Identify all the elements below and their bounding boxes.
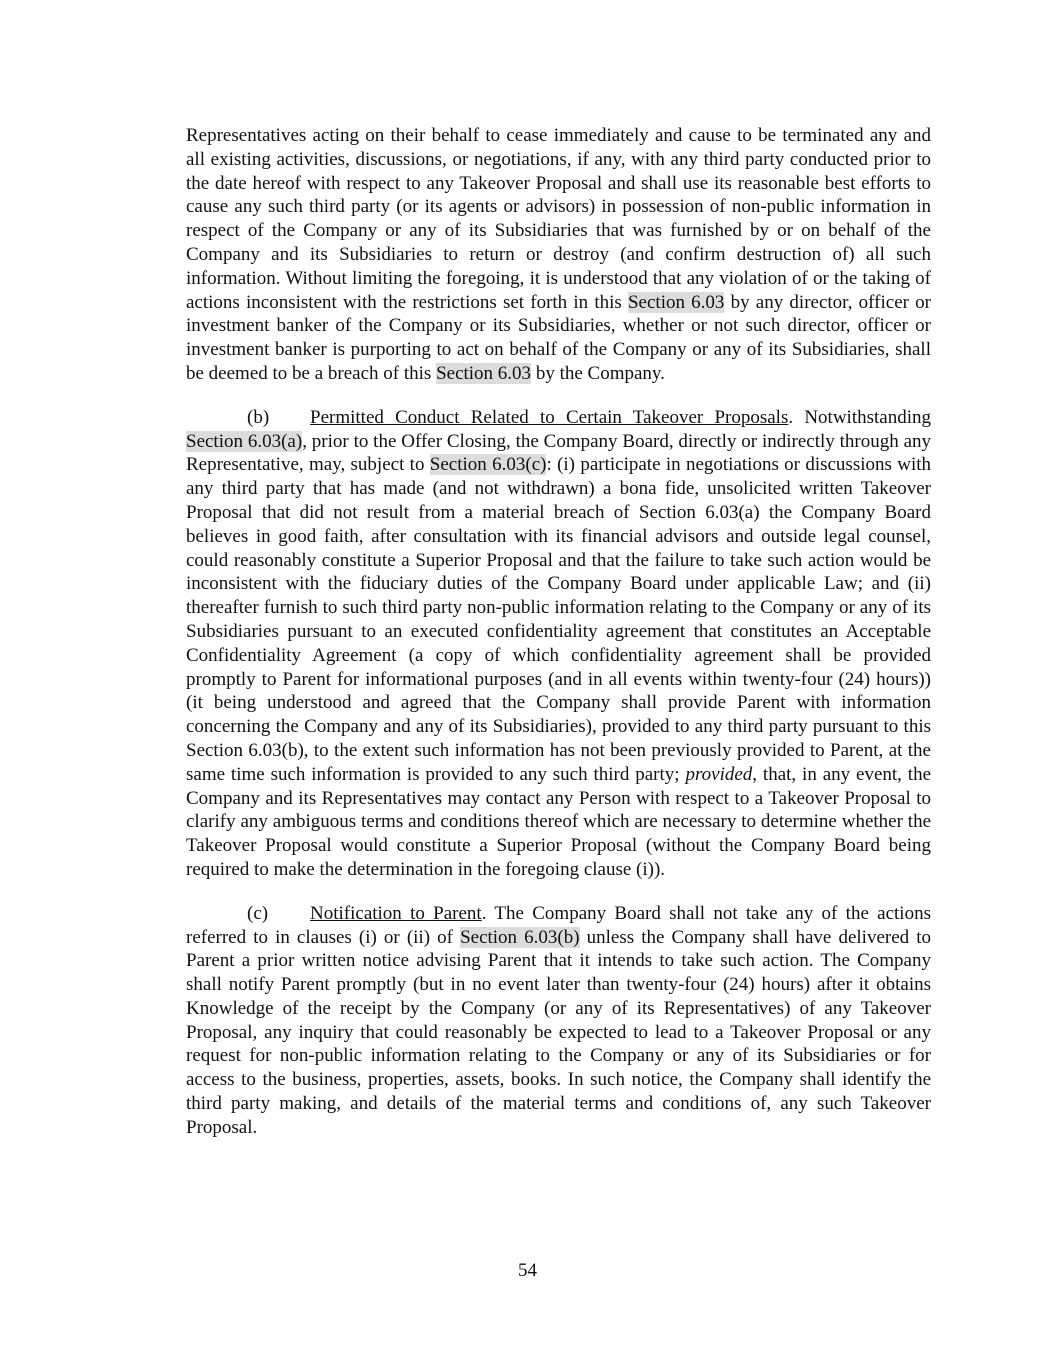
text-segment: Representatives acting on their behalf to cease immediately and cause to be terminated any and all existing activities, discussions, or negotiations, if any, with any third party conducted prior to the date hereof with respect to any Takeover Proposal and shall use its reasonable best efforts to cause any such third party (or its agents or advisors) in possession of non-public information in respect of the Company or any of its Subsidiaries that was furnished by or on behalf of the Company and its Subsidiaries to return or destroy (and confirm destruction of) all such information. Without limiting the foregoing, it is understood that any violation of or the taking of actions inconsistent with the restrictions set forth in this [186,125,931,313]
text-segment: . The Company Board shall not take any of the actions referred to in clauses (i) or (ii) of [186,902,931,948]
paragraph-b [186,406,931,882]
text-segment: by any director, officer or investment banker of the Company or its Subsidiaries, whether or not such director, officer or investment banker is purporting to act on behalf of the Company or any of its Subsidiaries, shall be deemed to be a breach of this [186,291,931,384]
page-number: 54 [518,1260,537,1281]
section-reference: Section 6.03(c) [429,454,547,476]
paragraph-label: (b) [247,406,270,428]
text-segment: . Notwithstanding [788,406,931,428]
italic-term: provided [685,763,753,785]
section-reference: Section 6.03(a) [186,430,303,452]
paragraph-heading: Notification to Parent [310,902,482,924]
section-reference: Section 6.03 [436,362,532,384]
paragraph-heading: Permitted Conduct Related to Certain Takeover Proposals [310,406,789,428]
section-reference: Section 6.03(b) [460,926,580,948]
text-segment: , that, in any event, the Company and its Representatives may contact any Person with respect to a Takeover Proposal to clarify any ambiguous terms and conditions thereof which are necessary to determine whether the Takeover Proposal would constitute a Superior Proposal (without the Company Board being required to make the determination in the foregoing clause (i)). [186,763,931,880]
paragraph-label: (c) [247,902,269,924]
section-reference: Section 6.03 [627,291,725,313]
paragraph-a-continuation [186,124,931,386]
paragraph-c [186,902,931,1140]
text-segment: by the Company. [531,362,665,384]
text-segment: : (i) participate in negotiations or discussions with any third party that has made (and not withdrawn) a bona fide, unsolicited written Takeover Proposal that did not result from a material breach of Section 6.03(a) the Company Board believes in good faith, after consultation with its financial advisors and outside legal counsel, could reasonably constitute a Superior Proposal and that the failure to take such action would be inconsistent with the fiduciary duties of the Company Board under applicable Law; and (ii) thereafter furnish to such third party non-public information relating to the Company or any of its Subsidiaries pursuant to an executed confidentiality agreement that constitutes an Acceptable Confidentiality Agreement (a copy of which confidentiality agreement shall be provided promptly to Parent for informational purposes (and in all events within twenty-four (24) hours)) (it being understood and agreed that the Company shall provide Parent with information concerning the Company and any of its Subsidiaries), provided to any third party pursuant to this Section 6.03(b), to the extent such information has not been previously provided to Parent, at the same time such information is provided to any such third party; [186,454,931,785]
document-page [186,124,931,1160]
text-segment: , prior to the Offer Closing, the Company Board, directly or indirectly through any Representative, may, subject to [186,430,932,476]
text-segment: unless the Company shall have delivered to Parent a prior written notice advising Parent that it intends to take such action. The Company shall notify Parent promptly (but in no event later than twenty-four (24) hours) after it obtains Knowledge of the receipt by the Company (or any of its Representatives) of any Takeover Proposal, any inquiry that could reasonably be expected to lead to a Takeover Proposal or any request for non-public information relating to the Company or any of its Subsidiaries or for access to the business, properties, assets, books. In such notice, the Company shall identify the third party making, and details of the material terms and conditions of, any such Takeover Proposal. [186,926,932,1138]
